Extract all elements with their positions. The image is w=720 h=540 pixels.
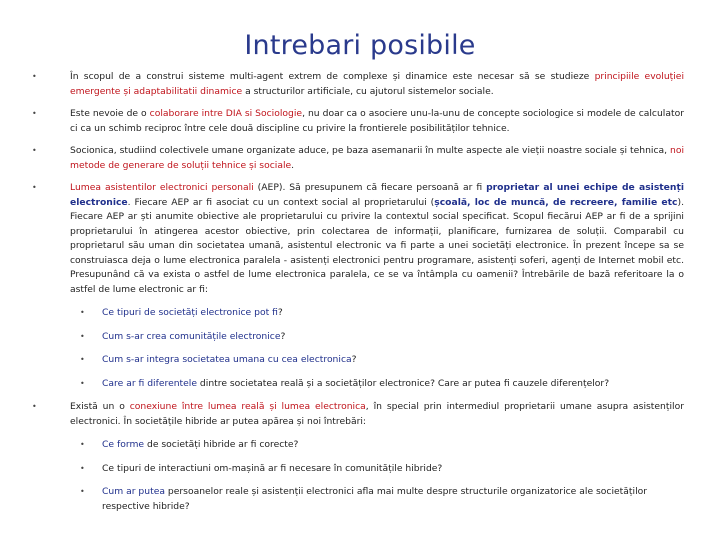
- sub-bullet-text: [102, 438, 684, 453]
- bullet-item: [24, 70, 684, 99]
- text-run: Există un o: [70, 401, 130, 412]
- sub-bullet-item: [24, 462, 684, 477]
- bullet-text: [70, 107, 684, 136]
- bullet-text: [70, 144, 684, 173]
- text-run: , în special prin intermediul proprietarii umane asupra asistenților electronici. În societățile hibride ar putea apărea și noi întrebări:: [70, 401, 684, 427]
- text-run: (AEP). Să presupunem că fiecare persoană ar fi: [253, 182, 487, 193]
- text-run: Cum s-ar crea comunitățile electronice: [102, 330, 281, 342]
- bullet-text: [70, 70, 684, 99]
- text-run: noi metode de generare de soluții tehnice și sociale: [70, 145, 684, 171]
- text-run: În scopul de a construi sisteme multi-agent extrem de complexe și dinamice este necesar să se studieze: [70, 71, 595, 82]
- text-run: ?: [351, 354, 357, 365]
- sub-bullet-item: [24, 485, 684, 514]
- bullet-icon: •: [80, 378, 85, 388]
- text-run: Cum s-ar integra societatea umana cu cea electronica: [102, 354, 352, 365]
- sub-bullet-text: [102, 330, 684, 345]
- sub-bullet-text: [102, 377, 684, 392]
- bullet-item: [24, 144, 684, 173]
- text-run: Ce tipuri de societăți electronice pot fi: [102, 307, 278, 318]
- slide-title: Intrebari posibile: [244, 30, 476, 61]
- bullet-item: [24, 400, 684, 429]
- bullet-icon: •: [80, 463, 85, 473]
- text-run: Cum ar putea: [102, 486, 165, 497]
- text-run: ?: [280, 330, 286, 342]
- text-run: Ce tipuri de interactiuni om-mașină ar fi necesare în comunitățile hibride?: [102, 462, 443, 474]
- sub-bullet-item: [24, 377, 684, 392]
- bullet-icon: •: [32, 72, 37, 81]
- text-run: principiile evoluției emergente și adaptabilitatii dinamice: [70, 71, 684, 97]
- text-run: Lumea asistentilor electronici personali: [70, 182, 254, 193]
- bullet-icon: •: [80, 440, 85, 449]
- bullet-item: [24, 107, 684, 136]
- text-run: ?: [277, 307, 283, 318]
- text-run: dintre societatea reală și a societăților electronice? Care ar putea fi cauzele diferențelor?: [197, 377, 610, 389]
- bullet-icon: •: [32, 146, 37, 155]
- sub-bullet-item: [24, 330, 684, 345]
- text-run: de societăți hibride ar fi corecte?: [144, 439, 299, 450]
- sub-bullet-item: [24, 353, 684, 368]
- text-run: , nu doar ca o asociere unu-la-unu de concepte sociologice si modele de calculator ci ca un schimb reciproc între cele două discipline cu privire la frontierele posibilităților tehnice.: [70, 108, 684, 134]
- bullet-icon: •: [32, 402, 37, 411]
- bullet-item: [24, 181, 684, 297]
- text-run: proprietar al unei echipe de asistenți electronice: [70, 182, 684, 208]
- bullet-icon: •: [32, 183, 37, 192]
- bullet-icon: •: [80, 331, 85, 341]
- text-run: ). Fiecare AEP ar ști anumite obiective ale proprietarului cu privire la contextul social specificat. Scopul fiecărui AEP ar fi de a sprijini proprietarului în atingerea acestor obiective, prin colectarea de informații, planificare, furnizarea de soluții. Comparabil cu proprietarul său uman din societatea umană, asistentul electronic va fi parte a unei societăți electronice. În prezent începe sa se construiasca deja o lume electronica paralela - asistenți electronici pentru programare, asistenți soferi, agenți de Internet mobil etc. Presupunând că va exista o astfel de lume electronica paralela, ce se va întâmpla cu oamenii? Întrebările de bază referitoare la o astfel de lume electronic ar fi:: [70, 196, 684, 295]
- text-run: colaborare intre DIA si Sociologie: [149, 108, 303, 119]
- text-run: a structurilor artificiale, cu ajutorul sistemelor sociale.: [242, 85, 494, 97]
- bullet-icon: •: [80, 308, 85, 317]
- text-run: persoanelor reale și asistenții electronici afla mai multe despre structurile organizatorice ale societăților respective hibride?: [102, 486, 648, 512]
- sub-bullet-item: [24, 438, 684, 453]
- text-run: Este nevoie de o: [70, 108, 150, 119]
- text-run: conexiune între lumea reală și lumea electronica: [129, 401, 366, 412]
- bullet-text: [70, 181, 684, 297]
- sub-bullet-text: [102, 485, 684, 514]
- bullet-text: [70, 400, 684, 429]
- bullet-list: [24, 70, 684, 523]
- text-run: .: [291, 159, 295, 171]
- text-run: Socionica, studiind colectivele umane organizate aduce, pe baza asemanarii în multe aspecte ale vieții noastre sociale și tehnica,: [70, 145, 670, 156]
- bullet-icon: •: [32, 109, 37, 118]
- text-run: . Fiecare AEP ar fi asociat cu un context social al proprietarului (: [127, 196, 435, 208]
- sub-bullet-text: [102, 306, 684, 321]
- bullet-icon: •: [80, 487, 85, 496]
- sub-bullet-text: [102, 462, 684, 477]
- text-run: școală, loc de muncă, de recreere, familie etc: [434, 196, 678, 208]
- text-run: Care ar fi diferentele: [102, 377, 198, 389]
- text-run: Ce forme: [102, 439, 145, 450]
- bullet-icon: •: [80, 355, 85, 364]
- sub-bullet-item: [24, 306, 684, 321]
- sub-bullet-text: [102, 353, 684, 368]
